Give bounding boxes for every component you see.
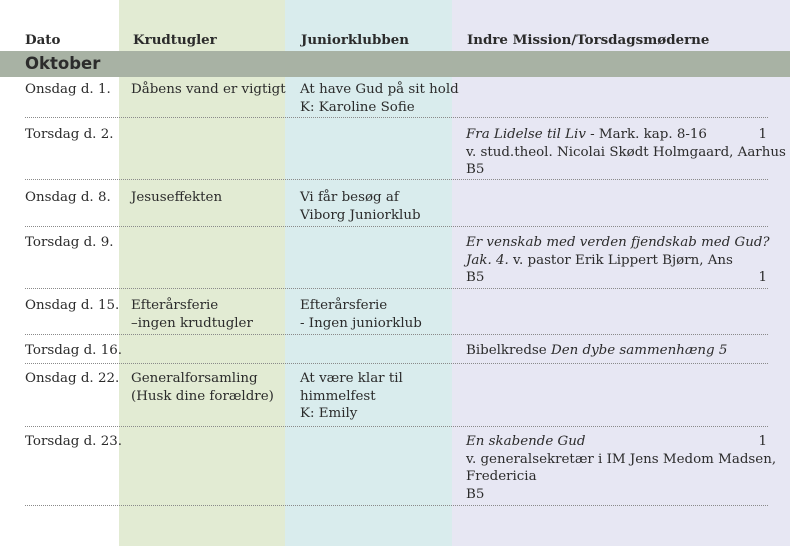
krudtugler-line: (Husk dine forældre): [131, 388, 274, 404]
mission-entry: [466, 342, 727, 360]
krudtugler-line: Jesuseffekten: [131, 190, 223, 205]
mission-line: v. generalsekretær i IM Jens Medom Madsen,: [466, 451, 777, 467]
mission-title: En skabende Gud: [466, 434, 586, 449]
junior-line: At være klar til: [300, 371, 403, 386]
mission-entry: [466, 126, 786, 179]
mission-entry: [466, 234, 770, 287]
row-date: Torsdag d. 23.: [25, 434, 122, 449]
mission-line: Fredericia: [466, 469, 537, 484]
junior-line: K: Emily: [300, 406, 358, 421]
row-date: Onsdag d. 22.: [25, 371, 120, 386]
krudtugler-entry: [131, 81, 286, 99]
mission-scripture: Jak. 4.: [466, 252, 509, 268]
junior-entry: [300, 81, 459, 116]
mission-number: 1: [758, 127, 767, 142]
mission-line: [466, 126, 767, 144]
mission-line: B5: [466, 486, 485, 502]
row-divider: [25, 179, 768, 180]
mission-line: v. stud.theol. Nicolai Skødt Holmgaard, Aarhus: [466, 144, 786, 160]
header-dato: Dato: [25, 32, 61, 48]
krudtugler-entry: [131, 370, 274, 405]
row-divider: [25, 505, 768, 506]
row-divider: [25, 363, 768, 364]
mission-line: [466, 252, 767, 270]
junior-line: Viborg Juniorklub: [300, 207, 421, 223]
row-divider: [25, 226, 768, 227]
mission-number: 1: [758, 270, 767, 285]
mission-room: B5: [466, 270, 485, 285]
junior-line: himmelfest: [300, 388, 376, 404]
row-date: Onsdag d. 15.: [25, 298, 120, 313]
row-divider: [25, 288, 768, 289]
mission-number: 1: [758, 434, 767, 449]
row-date: Onsdag d. 8.: [25, 190, 111, 205]
junior-entry: [300, 189, 421, 224]
mission-prefix: Bibelkredse: [466, 343, 551, 358]
row-date: Torsdag d. 16.: [25, 343, 122, 358]
row-date: Onsdag d. 1.: [25, 82, 111, 97]
krudtugler-line: Generalforsamling: [131, 371, 258, 386]
mission-title: Den dybe sammenhæng 5: [550, 343, 728, 358]
month-title: Oktober: [25, 54, 101, 73]
mission-line: [466, 269, 767, 287]
junior-entry: [300, 297, 422, 332]
krudtugler-line: Efterårsferie: [131, 298, 219, 313]
mission-title: Er venskab med verden fjendskab med Gud?: [466, 235, 770, 250]
junior-line: At have Gud på sit hold: [300, 82, 459, 97]
mission-title: Fra Lidelse til Liv: [466, 127, 586, 142]
row-divider: [25, 117, 768, 118]
row-date: Torsdag d. 2.: [25, 127, 114, 142]
mission-speaker: v. pastor Erik Lippert Bjørn, Ans: [508, 252, 733, 268]
row-divider: [25, 334, 768, 335]
junior-line: - Ingen juniorklub: [300, 315, 422, 331]
row-date: Torsdag d. 9.: [25, 235, 114, 250]
mission-title-rest: - Mark. kap. 8-16: [585, 127, 707, 142]
krudtugler-line: –ingen krudtugler: [131, 315, 253, 331]
header-juniorklubben: Juniorklubben: [301, 32, 409, 48]
junior-line: K: Karoline Sofie: [300, 99, 415, 115]
header-krudtugler: Krudtugler: [133, 32, 217, 48]
mission-line: [466, 433, 767, 451]
month-banner: [0, 51, 790, 77]
junior-line: Efterårsferie: [300, 298, 388, 313]
junior-line: Vi får besøg af: [300, 190, 399, 205]
junior-entry: [300, 370, 403, 423]
mission-entry: [466, 433, 777, 503]
row-divider: [25, 426, 768, 427]
mission-line: B5: [466, 162, 485, 177]
krudtugler-entry: [131, 189, 222, 207]
krudtugler-line: Dåbens vand er vigtigt: [131, 82, 286, 97]
krudtugler-entry: [131, 297, 253, 332]
header-mission: Indre Mission/Torsdagsmøderne: [467, 32, 710, 48]
